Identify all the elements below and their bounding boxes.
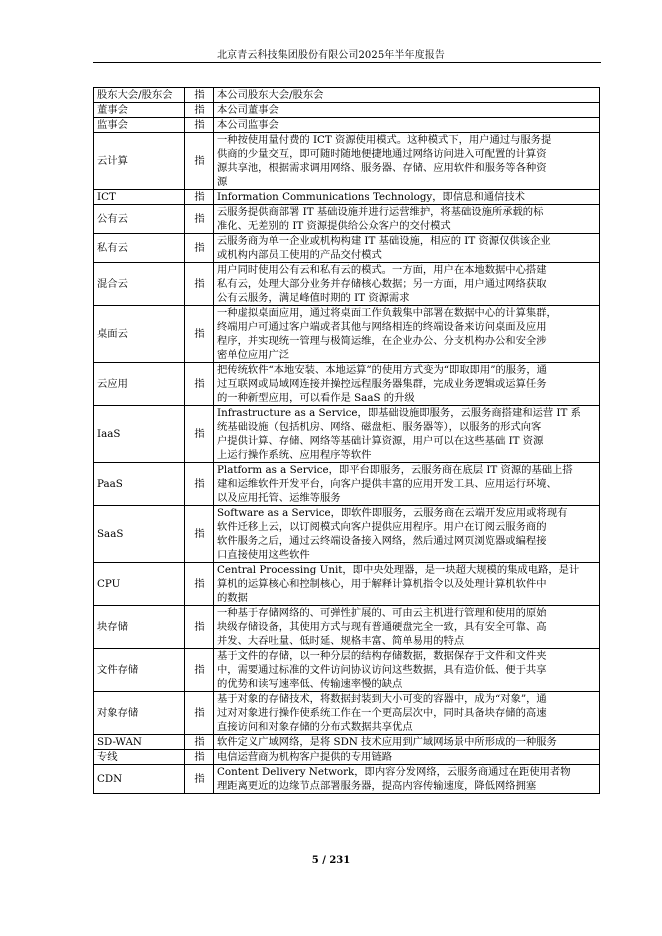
definition-line: 或机构内部员工使用的产品交付模式	[217, 249, 382, 261]
definition-row	[94, 103, 600, 118]
definition-line: 基于对象的存储技术，将数据封装到大小可变的容器中，成为“对象”，通	[217, 693, 547, 705]
definitions-table-body	[94, 88, 600, 794]
definition-line: 过对对象进行操作使系统工作在一个更高层次中，同时具备块存储的高速	[217, 707, 547, 719]
definition-line: 基于文件的存储，以一种分层的结构存储数据，数据保存于文件和文件夹	[217, 650, 547, 662]
refers-to-cell: 指	[185, 118, 214, 133]
definition-line: 本公司监事会	[217, 119, 279, 131]
definition-line: 中，需要通过标准的文件访问协议访问这些数据，具有造价低、便于共享	[217, 664, 547, 676]
definition-line: Infrastructure as a Service，即基础设施即服务，云服务商搭建和运营 IT 系	[217, 407, 581, 419]
definition-line: 把传统软件“本地安装、本地运算”的使用方式变为“即取即用”的服务，通	[217, 364, 547, 376]
term-cell: 股东大会/股东会	[94, 88, 185, 103]
term-cell: 文件存储	[94, 649, 185, 692]
definition-line: 一种虚拟桌面应用，通过将桌面工作负载集中部署在数据中心的计算集群，	[217, 307, 557, 319]
term-cell: ICT	[94, 190, 185, 205]
term-cell: 对象存储	[94, 692, 185, 735]
definitions-table	[93, 87, 600, 794]
definition-line: 理距离更近的边缘节点部署服务器，提高内容传输速度，降低网络拥塞	[217, 780, 537, 792]
definition-cell	[214, 234, 600, 263]
term-cell: 专线	[94, 750, 185, 765]
term-cell: SaaS	[94, 506, 185, 563]
definition-row	[94, 363, 600, 406]
refers-to-cell: 指	[185, 606, 214, 649]
definition-line: 云服务提供商部署 IT 基础设施并进行运营维护，将基础设施所承载的标	[217, 206, 544, 218]
definition-row	[94, 606, 600, 649]
term-cell: 公有云	[94, 205, 185, 234]
definition-cell	[214, 263, 600, 306]
definition-line: 程序，并实现统一管理与极简运维，在企业办公、分支机构办公和安全涉	[217, 335, 547, 347]
definition-row	[94, 406, 600, 463]
term-cell: 云计算	[94, 133, 185, 190]
definition-line: 的数据	[217, 592, 248, 604]
definition-cell	[214, 88, 600, 103]
refers-to-cell: 指	[185, 765, 214, 794]
term-cell: 私有云	[94, 234, 185, 263]
definition-row	[94, 190, 600, 205]
definition-line: Content Delivery Network，即内容分发网络，云服务商通过在距使用者物	[217, 766, 571, 778]
definition-row	[94, 88, 600, 103]
refers-to-cell: 指	[185, 263, 214, 306]
refers-to-cell: 指	[185, 506, 214, 563]
definition-row	[94, 463, 600, 506]
definition-line: 准化、无差别的 IT 资源提供给公众客户的交付模式	[217, 220, 451, 232]
refers-to-cell: 指	[185, 306, 214, 363]
refers-to-cell: 指	[185, 205, 214, 234]
term-cell: IaaS	[94, 406, 185, 463]
definition-line: 算机的运算核心和控制核心，用于解释计算机指令以及处理计算机软件中	[217, 578, 547, 590]
definition-cell	[214, 190, 600, 205]
definition-cell	[214, 735, 600, 750]
definition-line: 终端用户可通过客户端或者其他与网络相连的终端设备来访问桌面及应用	[217, 321, 547, 333]
definition-line: 上运行操作系统、应用程序等软件	[217, 449, 372, 461]
definition-row	[94, 263, 600, 306]
term-cell: SD-WAN	[94, 735, 185, 750]
definition-line: 一种基于存储网络的、可弹性扩展的、可由云主机进行管理和使用的原始	[217, 607, 547, 619]
definition-cell	[214, 463, 600, 506]
definition-row	[94, 205, 600, 234]
definition-row	[94, 765, 600, 794]
term-cell: CDN	[94, 765, 185, 794]
definition-line: 户提供计算、存储、网络等基础计算资源，用户可以在这些基础 IT 资源	[217, 435, 544, 447]
definition-line: 一种按使用量付费的 ICT 资源使用模式。这种模式下，用户通过与服务提	[217, 134, 552, 146]
definition-row	[94, 506, 600, 563]
refers-to-cell: 指	[185, 563, 214, 606]
definition-line: 建和运维软件开发平台，向客户提供丰富的应用开发工具、应用运行环境、	[217, 478, 557, 490]
definition-cell	[214, 750, 600, 765]
definition-line: 云服务商为单一企业或机构构建 IT 基础设施，相应的 IT 资源仅供该企业	[217, 235, 551, 247]
report-header-title: 北京青云科技集团股份有限公司2025年半年度报告	[217, 50, 445, 61]
definition-line: 本公司股东大会/股东会	[217, 89, 324, 101]
definition-line: 源共享池，根据需求调用网络、服务器、存储、应用软件和服务等各种资	[217, 162, 547, 174]
definition-line: 块级存储设备，其使用方式与现有普通硬盘完全一致，具有安全可靠、高	[217, 621, 547, 633]
page-number: 5 / 231	[311, 855, 351, 866]
definition-cell	[214, 765, 600, 794]
definition-row	[94, 750, 600, 765]
definition-line: 私有云，处理大部分业务并存储核心数据；另一方面，用户通过网络获取	[217, 278, 547, 290]
definition-line: 公有云服务，满足峰值时期的 IT 资源需求	[217, 292, 410, 304]
definition-line: 口直接使用这些软件	[217, 549, 310, 561]
refers-to-cell: 指	[185, 735, 214, 750]
definition-line: 密单位应用广泛	[217, 349, 290, 361]
definition-line: 直接访问和对象存储的分布式数据共享优点	[217, 721, 413, 733]
definition-cell	[214, 363, 600, 406]
definition-line: 软件迁移上云，以订阅模式向客户提供应用程序。用户在订阅云服务商的	[217, 521, 547, 533]
term-cell: 云应用	[94, 363, 185, 406]
refers-to-cell: 指	[185, 234, 214, 263]
definition-row	[94, 692, 600, 735]
definition-cell	[214, 506, 600, 563]
definition-row	[94, 735, 600, 750]
refers-to-cell: 指	[185, 692, 214, 735]
definition-cell	[214, 306, 600, 363]
refers-to-cell: 指	[185, 750, 214, 765]
definition-row	[94, 306, 600, 363]
definition-line: Platform as a Service，即平台即服务，云服务商在底层 IT 资源的基础上搭	[217, 464, 573, 476]
definition-line: 以及应用托管、运维等服务	[217, 492, 341, 504]
header-divider	[93, 62, 601, 63]
refers-to-cell: 指	[185, 88, 214, 103]
definition-cell	[214, 103, 600, 118]
refers-to-cell: 指	[185, 363, 214, 406]
definition-line: 电信运营商为机构客户提供的专用链路	[217, 751, 393, 763]
definition-cell	[214, 692, 600, 735]
definition-line: 用户同时使用公有云和私有云的模式。一方面，用户在本地数据中心搭建	[217, 264, 547, 276]
term-cell: 监事会	[94, 118, 185, 133]
definition-line: 统基础设施（包括机房、网络、磁盘柜、服务器等），以服务的形式向客	[217, 421, 542, 433]
term-cell: 块存储	[94, 606, 185, 649]
term-cell: 董事会	[94, 103, 185, 118]
definition-cell	[214, 563, 600, 606]
definition-cell	[214, 606, 600, 649]
definition-cell	[214, 205, 600, 234]
definition-line: Software as a Service，即软件即服务，云服务商在云端开发应用或将现有	[217, 507, 568, 519]
refers-to-cell: 指	[185, 649, 214, 692]
definition-line: 本公司董事会	[217, 104, 279, 116]
term-cell: 混合云	[94, 263, 185, 306]
definition-line: 的一种新型应用，可以看作是 SaaS 的升级	[217, 392, 415, 404]
definition-row	[94, 118, 600, 133]
term-cell: CPU	[94, 563, 185, 606]
refers-to-cell: 指	[185, 133, 214, 190]
definition-cell	[214, 118, 600, 133]
definition-line: 并发、大吞吐量、低时延、规格丰富、简单易用的特点	[217, 635, 465, 647]
term-cell: PaaS	[94, 463, 185, 506]
definition-row	[94, 234, 600, 263]
refers-to-cell: 指	[185, 463, 214, 506]
definition-row	[94, 133, 600, 190]
definition-row	[94, 563, 600, 606]
definition-line: Information Communications Technology，即信息和通信技术	[217, 191, 525, 203]
refers-to-cell: 指	[185, 406, 214, 463]
definition-line: Central Processing Unit，即中央处理器，是一块超大规模的集成电路，是计	[217, 564, 580, 576]
refers-to-cell: 指	[185, 190, 214, 205]
definition-row	[94, 649, 600, 692]
definition-cell	[214, 133, 600, 190]
definition-line: 的优势和读写速率低、传输速率慢的缺点	[217, 678, 403, 690]
definition-cell	[214, 649, 600, 692]
definition-line: 源	[217, 176, 228, 188]
term-cell: 桌面云	[94, 306, 185, 363]
definition-cell	[214, 406, 600, 463]
definition-line: 软件定义广域网络，是将 SDN 技术应用到广域网场景中所形成的一种服务	[217, 736, 557, 748]
definition-line: 过互联网或局域网连接并操控远程服务器集群，完成业务逻辑或运算任务	[217, 378, 547, 390]
definition-line: 供商的少量交互，即可随时随地便捷地通过网络访问进入可配置的计算资	[217, 148, 547, 160]
refers-to-cell: 指	[185, 103, 214, 118]
definition-line: 软件服务之后，通过云终端设备接入网络，然后通过网页浏览器或编程接	[217, 535, 547, 547]
